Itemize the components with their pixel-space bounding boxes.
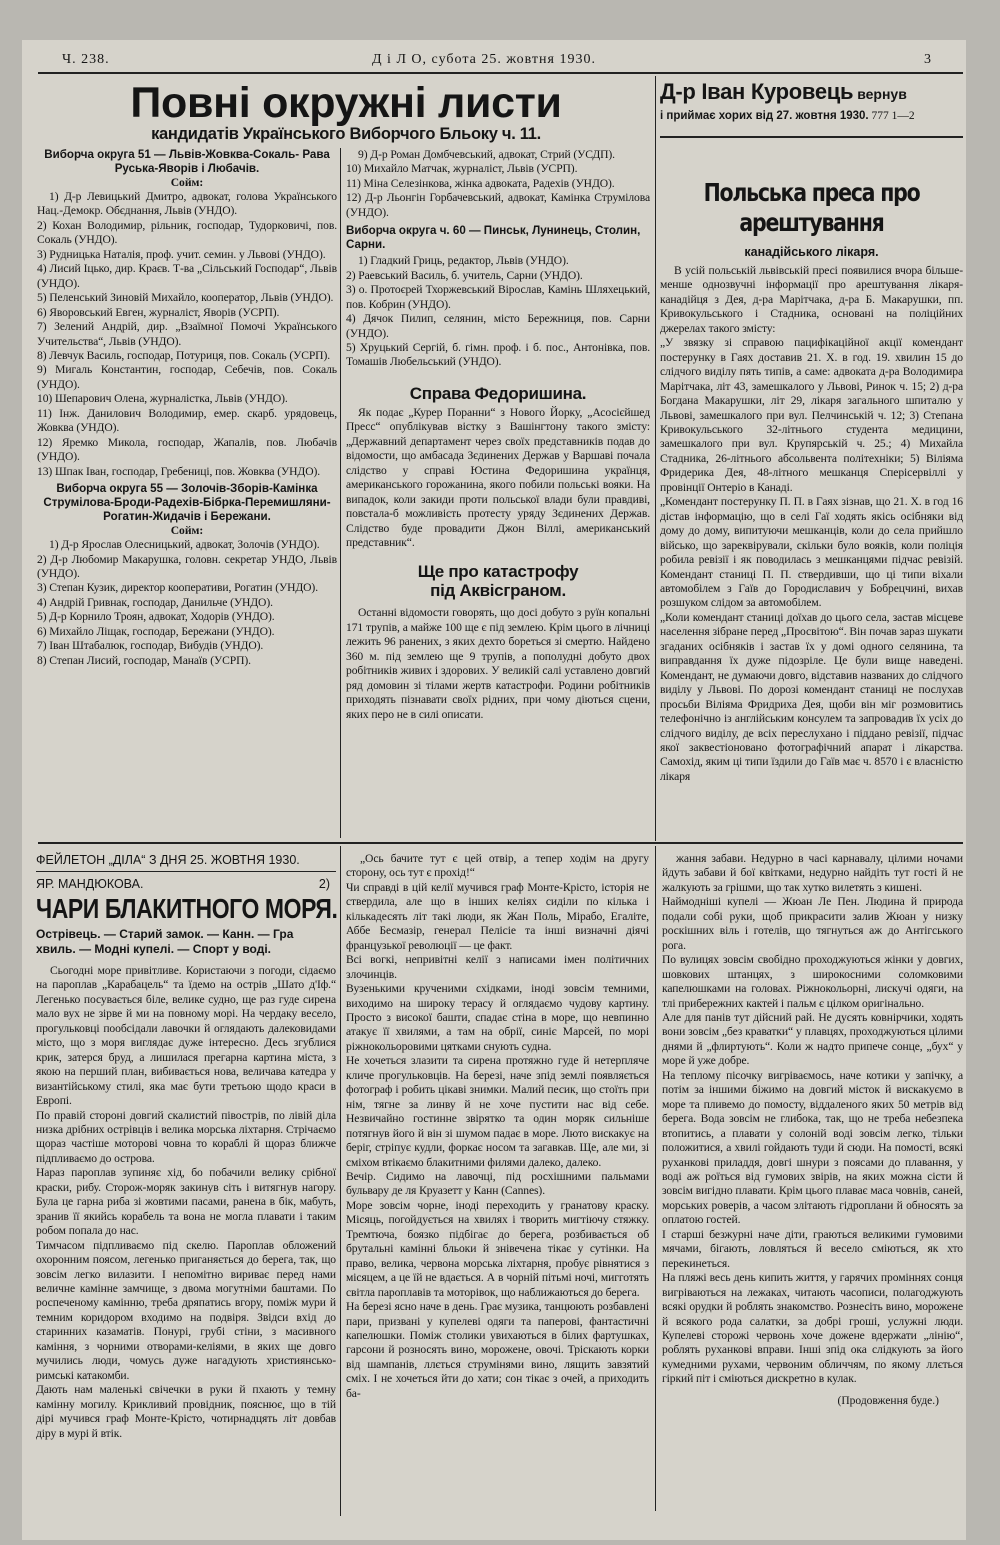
feuilleton-text-3: жання забави. Недурно в часі карнавалу, цілими ночами йдуть забави й бої квітками, недурно найдіть тут гості й не жалкують за грішми, що так хутко вилетять з кишені. Наймодніші купелі — Жюан Ле Пен. Людина й природа подали собі руки, щоб прикрасити залив Жюан у низку роскішних віль і готелів, що тягнуться аж до Антігського рога. По вулицях зовсім свобідно проходжуються жінки у довгих, шовкових штанцях, з широкосними соломковими капелюшками на головах. Ріжнокольорні, лискучі одяги, на тлі прибережних кактей і пальм є цілком оригінально. Але для панів тут дійсний рай. Не дусять ковнірчики, ходять вони зовсім „без краватки“ у плавцях, проходжуються цілими днями й „флиртують“. Коли ж надто припече сонце, „бух“ у море й уже добре. На теплому пісочку вигріваємось, наче котики у запічку, а потім за іншими біжимо на довгий місток й вискакуємо в море та пливемо до помосту, віддаленого яких 50 метрів від берега. Вода зовсім не глибока, так, що не треба небезпека втопитись, а плавати у солоній воді зовсім легко, тільки положитися, а хвилі гойдають туди й сюди. На помості, всякі руханкові приладдя, довгі шнури з поясами до плавання, у воді аж роїться від гумових звірів, на яких можна сісти й зовсім вигідно плавати. Крім цього плаває маса човнів, саней, морських роверів, а часом злітають гідроплани й обносять за оплатою гостей. І старші безжурні наче діти, граються великими гумовими мячами, бігають, ловляться й весело сміються, як хто перекинеться. На пляжі весь день кипить життя, у гарячих проміннях сонця вигріваються на лежаках, читають часописи, полагоджують всякі орудки й роблять знакомство. Рознесіть вино, морожене й всякого рода салатки, за добрі гроші, услужні люди. Купелеві сторожі червонь хоче дожене вдержати „лінію“, роблять руханкові вправи. Інші зпід ока слідкують за його кумедними рухами, червоним обличчям, по якому ллється гіркий піт і сміються дискретно в кулак. — [662, 852, 963, 1386]
feuilleton-column-1 — [36, 852, 336, 1441]
feuilleton-author: ЯР. МАНДЮКОВА. — [36, 877, 144, 891]
feuilleton-rule — [38, 842, 963, 844]
district-60-heading: Виборча округа ч. 60 — Пинськ, Лунинець, Столин, Сарни. — [346, 224, 641, 252]
aachen-title: Ще про катастрофу під Аквісграном. — [417, 562, 579, 601]
continued-note: (Продовження буде.) — [837, 1394, 939, 1407]
feuilleton-column-3 — [662, 852, 963, 1409]
kurovets-hours: і приймає хорих від 27. жовтня 1930. — [660, 110, 869, 122]
list-column-2 — [346, 148, 650, 722]
press-article — [660, 178, 963, 784]
soim-label: Сойм: — [170, 176, 204, 189]
masthead: Д і Л О, субота 25. жовтня 1930. — [372, 52, 596, 67]
soim-label: Сойм: — [170, 524, 204, 538]
district-51-heading: Виборча округа 51 — Львів-Жовква-Сокаль- Рава Руська-Яворів і Любачів. — [44, 148, 330, 175]
header-rule — [38, 72, 963, 74]
kurovets-name: Д-р Іван Куровець — [660, 79, 854, 104]
fedoryshyn-title: Справа Федоришина. — [409, 383, 587, 403]
press-text: В усій польській львівській пресі появилися вчора більше-менше однозвучні інформації про арештування лікаря-канадійця з Дея, д-ра Марітчака, д-ра Б. Макарушки, пп. Кривокульського і Стадника, основані на поліційних джерелах такого змісту: „У звязку зі справою пацифікаційної акції комендант постерунку в Гаях доставив 21. Х. в год. 19. хвилин 15 до слідчого виділу пять типів, а саме: адвоката д-ра Володимира Марітчака, літ 43, замешкалого у Львові, Ринок ч. 15; 2) д-ра Богдана Макарушки, літ 29, лікаря загального шпиталю у Львові, замешкалого при вул. Пелчинській ч. 12; 3) Степана Кривокульського 32-літнього студента медицини, замешкалого при вул. Крупярській ч. 25.; 4) Михайла Стадника, 26-літнього абсольвента політехніки; 5) Віліяма Фридерика Дея, 48-літного мешканця Сперісервіллі у провінції Онтеріо в Канаді. „Комендант постерунку П. П. в Гаях зізнав, що 21. Х. в год 16 дістав інформацію, що в селі Гаї ходять якісь осібняки від дому до дому, випитуючи мешканців, коли до села прийшло військо, що зареквірували, скільки було вояків, коли поліція робила ревізії і як поводилась з мешканцями підчас ревізій. Комендант станиці П. П. ствердивши, що ці типи віхали автомобілем з Гаїв до Городиславич у Бобрецчині, вихав розшуком слідом за автомобілем. „Коли комендант станиці доїхав до цього села, застав місцеве населення зібране перед „Просвітою“. Він почав зараз шукати згаданих осібняків і застав їх у домі одного селянина, та виправдання їх дуже підозріле. Це були вище наведені. Комендант, не думаючи довго, відставив названих до слідчого виділу у Львові. По дорозі комендант станиці не послухав просьби Віліяма Фридриха Дея, щоби він міг розмовитись телефонічно із англійським консулем та запровадив їх усіх до слідчого виділу, де всіх переслухано і піддано ревізії, підчас якої заквестіоновано фотографічний апарат і лікарства. Самохід, яким ці типи їздили до Гаїв має ч. 8570 і є власністю лікаря — [660, 264, 963, 783]
press-title: Польська преса про арештування — [703, 178, 920, 237]
column-rule — [340, 148, 341, 838]
district-55-candidates-cont: 9) Д-р Роман Домбчевський, адвокат, Стрий (УСДП). 10) Михайло Матчак, журналіст, Львів (УСРП). 11) Міна Селезінкова, жінка адвоката, Радехів (УНДО). 12) Д-р Льонгін Горбачевський, адвокат, Камінка Струмілова (УНДО). — [346, 148, 650, 219]
feuilleton-text-1: Сьогодні море привітливе. Користаючи з погоди, сідаємо на пароплав „Карабацель“ та їдемо на острів „Шато д'Іф.“ Легенько посувається біле, велике судно, ще раз гуде сирена мало вух не зірве й ми на повному морі. На чердаку весело, прогульковці пообсідали лавочки й оглядають далековидами місто, що з моря виглядає дуже інтересно. Десь згублися крик, затерся бруд, а лишилася прегарна картина міста, з якою на перший план, вибивається нова, величава катедра у византійському стилі, яка має бути третьою щодо краси в Европі. По правій стороні довгий скалистий півострів, по лівій діла низка дрібних острівців і велика морська ліхтарня. Стрічаємо щораз частіше моторові човна то кораблі й щораз ближче підпливаємо до острова. Нараз пароплав зупиняє хід, бо побачили велику срібної краски, рибу. Сторож-моряк закинув сіть і витягнув нагору. Була це гарна риба зі жовтими пасами, ранена в бік, мабуть, зранив її якийсь корабель та вона не могла плавати і таким робом попала до нас. Тимчасом підпливаємо під скелю. Пароплав обложений охоронним поясом, легенько приганяється до берега, так, що зовсім легко вилазити. І непомітно вириває перед нами величне камінне замчище, з двома могутніми баштами. По роспеченому камінню, треба дряпатись вгору, поміж мури й темним коридором входимо на подвіря. Звідси вхід до старинних казаматів. Понурі, грубі стіни, з масивного каміння, з чорними отворами-келіями, в яких ще довго мучились люди, чомусь дуже нагадують християнсько-римські катакомби. Дають нам маленькі свічечки в руки й пхають у темну камінну могилу. Крикливий провідник, пояснює, що в тій дірі мучився граф Монте-Крісто, чотирнадцять літ довбав діру в мурі й втік. — [36, 964, 336, 1440]
page-number: 3 — [924, 52, 931, 67]
page-subheadline: кандидатів Українського Виборчого Бльоку ч. 11. — [151, 125, 541, 143]
column-rule — [655, 846, 656, 1511]
feuilleton-part: 2) — [318, 877, 330, 891]
issue-number: Ч. 238. — [62, 52, 110, 67]
feuilleton-title: ЧАРИ БЛАКИТНОГО МОРЯ. — [36, 893, 338, 924]
fedoryshyn-text: Як подає „Курер Поранни“ з Нового Йорку, „Асосієйшед Пресс“ опублікував вістку з Вашінгтону такого змісту: „Державний департамент через своїх представників подав до відомости, що амбасада Зєдинених Держав у Варшаві почала слідство у справі Юстина Федоришина українця, американського горожанина, якого побили польські вояки. На випадок, коли закиди проти польської влади були правдиві, повстала-б можливість протесту уряду Зєдинених Держав. Слідство буде провадити Джон Віллі, американський представник“. — [346, 405, 650, 549]
district-55-candidates: 1) Д-р Ярослав Олесницький, адвокат, Золочів (УНДО). 2) Д-р Любомир Макарушка, головн. секретар УНДО, Львів (УНДО). 3) Степан Кузик, директор кооперативи, Рогатин (УНДО). 4) Андрій Гривнак, господар, Данильче (УНДО). 5) Д-р Корнило Троян, адвокат, Ходорів (УНДО). 6) Михайло Ліщак, господар, Бережани (УНДО). 7) Іван Штабалюк, господар, Вибудів (УНДО). 8) Степан Лисий, господар, Манаїв (УСРП). — [37, 538, 337, 667]
column-rule — [655, 76, 656, 841]
page-headline: Повні окружні листи — [130, 79, 562, 127]
district-51-candidates: 1) Д-р Левицький Дмитро, адвокат, голова Українського Нац.-Демокр. Обєднання, Львів (УНДО). 2) Кохан Володимир, рільник, господар, Тудорковичі, пов. Сокаль (УНДО). 3) Рудницька Наталія, проф. учит. семин. у Львові (УНДО). 4) Лисий Іцько, дир. Краєв. Т-ва „Сільський Господар“, Львів (УНДО). 5) Пеленський Зиновій Михайло, кооператор, Львів (УНДО). 6) Яворовський Евген, журналіст, Яворів (УСРП). 7) Зелений Андрій, дир. „Взаїмної Помочі Українського Учительства“, Львів (УНДО). 8) Левчук Василь, господар, Потуриця, пов. Сокаль (УСРП). 9) Мигаль Константин, господар, Себечів, пов. Сокаль (УНДО). 10) Шепарович Олена, журналістка, Львів (УНДО). 11) Інж. Данилович Володимир, емер. скарб. урядовець, Жовква (УНДО). 12) Яремко Микола, господар, Жапалів, пов. Любачів (УНДО). 13) Шпак Іван, господар, Гребениці, пов. Жовква (УНДО). — [37, 190, 337, 478]
feuilleton-column-2 — [346, 852, 649, 1401]
feuilleton-banner: ФЕЙЛЕТОН „ДІЛА“ З ДНЯ 25. ЖОВТНЯ 1930. — [36, 852, 336, 872]
district-55-heading: Виборча округа 55 — Золочів-Зборів-Камінка Струмілова-Броди-Радехів-Бібрка-Перемишляни-Рогатин-Жидачів і Бережани. — [43, 482, 331, 524]
kurovets-returned: вернув — [857, 86, 907, 102]
column-rule — [340, 846, 341, 1516]
ad-code: 777 1—2 — [871, 110, 915, 122]
feuilleton-text-2: „Ось бачите тут є цей отвір, а тепер ходім на другу сторону, ось тут є прохід!“ Чи справді в цій келії мучився граф Монте-Крісто, історія не ствердила, але що в інших келіях сиділи по кілька і кількадесять літ такі люди, як Жан Поль, Мірабо, Егаліте, Аббе Бесмазір, генерал Пелісіе та інші визначні діячі французької революції — це факт. Всі вогкі, непривітні келії з написами імен політичних злочинців. Вузенькими крученими східками, іноді зовсім темними, виходимо на широку терасу й оглядаємо чудову картину. Просто з високої башти, спадає стіна в море, що невпинно атакує її хвилями, а там на обрії, синіє Марсей, по морі ріжнокольоровими цятками снують судна. Не хочеться злазити та сирена протяжно гуде й нетерпляче кличе прогульковців. На березі, наче зпід землі появляється фотограф і робить цікаві знимки. Малий песик, що стоїть при нім, тягне за линву й не хоче пустити нас від себе. Незвичайно гостинне звірятко та один моряк сильніше потягнув його й він зі шумом падає в море. Люто вискакує на беріг, стріпує кудли, форкає носом та загавкав. Ще, але ми, зі сміхом втікаємо блакитними филями далеко, далеко. Вечір. Сидимо на лавочці, під росхішними пальмами бульвару де ля Круазетт у Канн (Cannes). Море зовсім чорне, іноді переходить у гранатову краску. Місяць, погойдується на хвилях і творить мигтіючу стяжку. Тремтюча, боязко підбігає до берега, розбивається об брутальні камінні бльоки й знівечена тікає у сутінки. На право, велика, червона морська ліхтарня, пробує рівнятися з місяцем, а це їй не вдається. А в чорній пітьмі ночі, мигготять світла пароплавів та моторівок, що наближаються до берега. На березі ясно наче в день. Грає музика, танцюють розбавлені пари, призвані у купелеві одяги та паперові, фантастичні капелюшки. Поміж столики увихаються в білих фартушках, гарсони й розносять вино, морожене, овочі. Тріскають корки від шампанів, ллється струмінями вино, лящить завзятий сміх. І не хочеться йти до хати; сон тікає з очей, а приходить ба- — [346, 852, 649, 1400]
list-column-1 — [37, 148, 337, 668]
feuilleton-lead: Острівець. — Старий замок. — Канн. — Гра хвиль. — Модні купелі. — Спорт у воді. — [36, 927, 294, 956]
kurovets-announcement — [660, 78, 963, 138]
district-60-candidates: 1) Гладкий Гриць, редактор, Львів (УНДО). 2) Раевський Василь, б. учитель, Сарни (УНДО). 3) о. Протоєрей Тхоржевський Вірослав, Камінь Шляхецький, пов. Кобрин (УНДО). 4) Дячок Пилип, селянин, місто Бережниця, пов. Сарни (УНДО). 5) Хруцький Сергій, б. гімн. проф. і б. пос., Антонівка, пов. Томашів Любельський (УНДО). — [346, 254, 650, 369]
press-subtitle: канадійського лікаря. — [744, 245, 879, 259]
aachen-text: Останні відомости говорять, що досі добуто з руїн копальні 171 трупів, а майже 100 ще є під землею. Крім цього в лічниці лежить 96 ранених, з яких дехто бореться зі смертю. Найдено 360 м. під землею ще 9 трупів, а пополудні добуто двох робітників живих і здорових. У великій салі уставлено довгий ряд домовин зі тілами жертв катастрофи. Родини робітників приходять пізнавати своїх рідних, при чому діються сцени, яких перо не в силі описати. — [346, 606, 650, 721]
